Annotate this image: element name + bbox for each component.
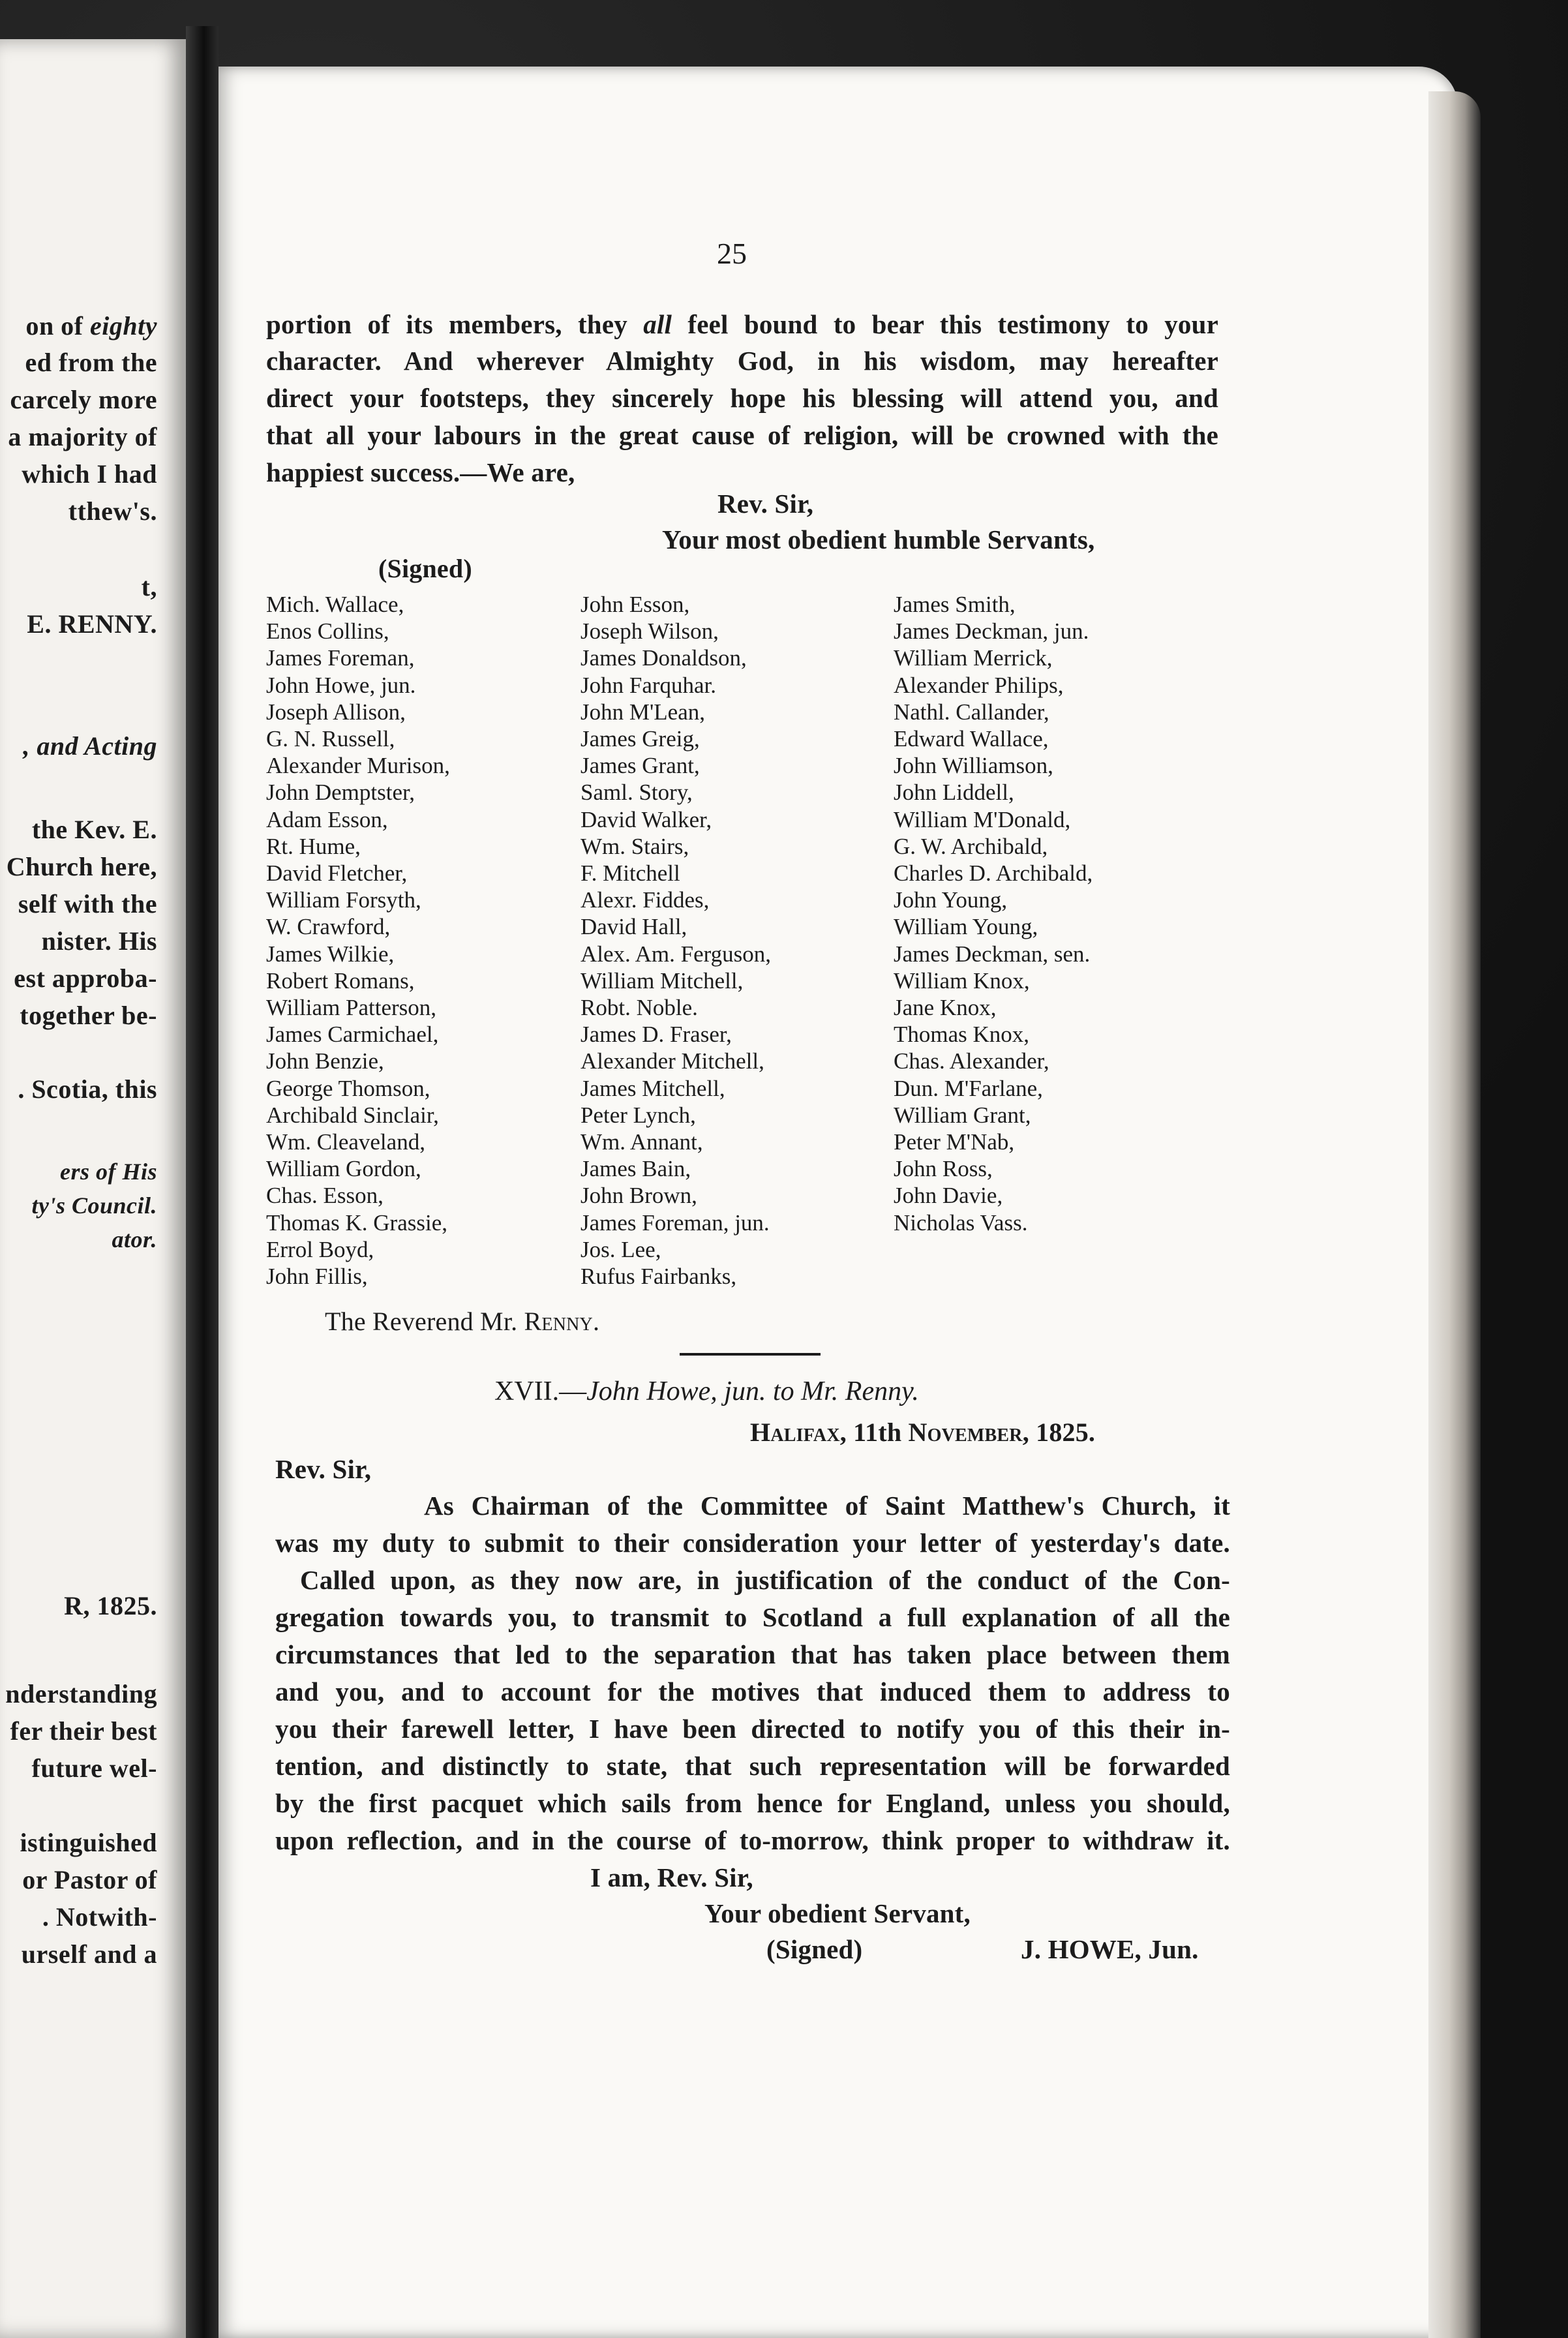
left-fragment: . Scotia, this [18, 1074, 157, 1104]
left-fragment: ed from the [25, 348, 157, 377]
body-line: circumstances that led to the separation that has taken place between them [275, 1639, 1230, 1669]
signatory-name: John Benzie, [266, 1048, 384, 1074]
signatory-column-3 [894, 591, 1093, 1236]
signatory-name: John Esson, [580, 592, 690, 617]
signatory-name: Thomas Knox, [894, 1022, 1030, 1048]
signatory-name: James Deckman, sen. [894, 941, 1091, 967]
signatory-name: William M'Donald, [894, 806, 1071, 832]
signatory-name: David Walker, [580, 806, 712, 832]
left-fragment: nister. His [41, 926, 157, 956]
signatory-name: William Knox, [894, 967, 1030, 994]
signatory-name: Robt. Noble. [580, 995, 698, 1021]
left-fragment: ator. [112, 1226, 157, 1252]
page-number: 25 [717, 237, 747, 270]
signatory-name: James Donaldson, [580, 645, 747, 671]
signatory-name: Adam Esson, [266, 806, 388, 832]
letter-line: direct your footsteps, they sincerely hope his blessing will attend you, and [266, 383, 1218, 413]
left-fragment: R, 1825. [64, 1591, 157, 1620]
signatory-name: William Merrick, [894, 645, 1053, 671]
signatory-name: Nathl. Callander, [894, 699, 1049, 725]
left-fragment: a majority of [8, 422, 157, 451]
left-fragment: . Notwith- [42, 1902, 157, 1932]
signatory-name: F. Mitchell [580, 860, 680, 887]
left-fragment: tthew's. [68, 496, 157, 526]
signatory-name: James Wilkie, [266, 941, 395, 967]
left-fragment: , and Acting [23, 731, 157, 761]
signatory-name: Alexr. Fiddes, [580, 887, 710, 913]
signatory-name: John Demptster, [266, 780, 415, 806]
signatory-name: Wm. Stairs, [580, 833, 689, 859]
signatory-name: David Fletcher, [266, 860, 408, 887]
signatory-name: William Grant, [894, 1102, 1031, 1128]
signatory-name: Dun. M'Farlane, [894, 1075, 1043, 1101]
body-line: tention, and distinctly to state, that such representation will be forwarded [275, 1751, 1230, 1781]
signatory-name: Mich. Wallace, [266, 592, 404, 617]
signatory-name: Rufus Fairbanks, [580, 1264, 737, 1290]
signatory-name: John Howe, jun. [266, 672, 416, 698]
signatory-name: Alexander Murison, [266, 753, 450, 779]
left-fragment: carcely more [10, 385, 157, 414]
letter-line: character. And wherever Almighty God, in his wisdom, may hereafter [266, 346, 1218, 376]
left-fragment: nderstanding [5, 1679, 157, 1708]
signatory-name: William Forsyth, [266, 887, 421, 913]
letter-line: happiest success.—We are, [266, 457, 575, 487]
signatory-name: James Foreman, jun. [580, 1209, 770, 1236]
signatory-name: Alexander Philips, [894, 672, 1064, 698]
left-fragment: or Pastor of [22, 1865, 157, 1894]
signatory-name: Peter Lynch, [580, 1102, 696, 1128]
signatory-name: Wm. Annant, [580, 1129, 703, 1155]
signatory-name: Chas. Alexander, [894, 1048, 1049, 1074]
closing-i-am: I am, Rev. Sir, [590, 1862, 753, 1892]
signatory-name: Alex. Am. Ferguson, [580, 941, 771, 967]
signatory-name: William Patterson, [266, 995, 437, 1021]
signatory-name: Errol Boyd, [266, 1236, 374, 1262]
salutation-xvii: Rev. Sir, [275, 1454, 372, 1484]
left-fragment: urself and a [21, 1939, 157, 1969]
salutation-rev-sir: Rev. Sir, [717, 489, 814, 519]
body-line: gregation towards you, to transmit to Scotland a full explanation of all the [275, 1602, 1230, 1632]
signatory-name: John Ross, [894, 1156, 993, 1182]
closing-obedient: Your obedient Servant, [704, 1898, 971, 1928]
signatory-name: Rt. Hume, [266, 833, 361, 859]
body-line: you their farewell letter, I have been directed to notify you of this their in- [275, 1714, 1230, 1744]
left-fragment: t, [141, 572, 157, 601]
signatory-name: Jane Knox, [894, 995, 997, 1021]
signatory-name: Wm. Cleaveland, [266, 1129, 425, 1155]
signatory-name: Thomas K. Grassie, [266, 1209, 448, 1236]
signatory-name: James Greig, [580, 726, 700, 752]
signed-label: (Signed) [378, 554, 472, 583]
signature-howe: J. HOWE, Jun. [1021, 1934, 1199, 1964]
signatory-name: James Foreman, [266, 645, 415, 671]
letter-line: portion of its members, they all feel bound to bear this testimony to your [266, 309, 1218, 339]
signatory-name: John Young, [894, 887, 1008, 913]
signatory-name: James Grant, [580, 753, 700, 779]
closing-servants: Your most obedient humble Servants, [662, 524, 1095, 554]
left-fragment: on of eighty [25, 311, 157, 341]
signatory-name: G. W. Archibald, [894, 833, 1048, 859]
letter-heading: XVII.—John Howe, jun. to Mr. Renny. [494, 1376, 919, 1406]
signatory-column-1 [266, 591, 450, 1290]
left-fragment: E. RENNY. [27, 609, 157, 639]
signatory-name: Chas. Esson, [266, 1183, 384, 1209]
left-fragment: together be- [20, 1001, 157, 1030]
body-line: As Chairman of the Committee of Saint Matthew's Church, it [424, 1491, 1230, 1521]
signatory-name: John M'Lean, [580, 699, 705, 725]
signatory-name: John Brown, [580, 1183, 697, 1209]
signatory-name: John Davie, [894, 1183, 1003, 1209]
signatory-name: William Young, [894, 914, 1038, 940]
signatory-name: James Smith, [894, 592, 1016, 617]
signatory-name: Enos Collins, [266, 618, 389, 645]
signatory-name: Nicholas Vass. [894, 1209, 1028, 1236]
signatory-name: William Mitchell, [580, 967, 744, 994]
book-gutter [186, 26, 219, 2338]
signatory-name: Alexander Mitchell, [580, 1048, 764, 1074]
left-fragment: ty's Council. [31, 1192, 157, 1219]
left-fragment: ers of His [60, 1159, 157, 1185]
left-fragment: fer their best [10, 1716, 157, 1746]
signatory-name: Joseph Wilson, [580, 618, 719, 645]
signatory-name: James Mitchell, [580, 1075, 725, 1101]
addressee: The Reverend Mr. Renny. [325, 1307, 600, 1336]
signatory-name: G. N. Russell, [266, 726, 395, 752]
signatory-name: James Bain, [580, 1156, 691, 1182]
signatory-name: Peter M'Nab, [894, 1129, 1015, 1155]
signatory-name: James Carmichael, [266, 1022, 439, 1048]
body-line: was my duty to submit to their consideration your letter of yesterday's date. [275, 1528, 1230, 1558]
signatory-column-2 [580, 591, 771, 1290]
signatory-name: James Deckman, jun. [894, 618, 1089, 645]
signatory-name: George Thomson, [266, 1075, 430, 1101]
signatory-name: John Fillis, [266, 1264, 368, 1290]
left-fragment: Church here, [6, 852, 157, 881]
letter-line: that all your labours in the great cause of religion, will be crowned with the [266, 420, 1218, 450]
left-fragment: the Kev. E. [31, 815, 157, 844]
page-edge [1428, 91, 1481, 2338]
left-fragment: future wel- [31, 1754, 157, 1783]
body-line: Called upon, as they now are, in justification of the conduct of the Con- [300, 1565, 1230, 1595]
signatory-name: William Gordon, [266, 1156, 421, 1182]
section-rule [680, 1353, 821, 1356]
signatory-name: John Farquhar. [580, 672, 717, 698]
place-date: Halifax, 11th November, 1825. [750, 1418, 1096, 1447]
signatory-name: Robert Romans, [266, 967, 415, 994]
body-line: by the first pacquet which sails from hence for England, unless you should, [275, 1788, 1230, 1818]
signatory-name: James D. Fraser, [580, 1022, 732, 1048]
left-fragment: est approba- [14, 964, 157, 993]
signatory-name: Jos. Lee, [580, 1236, 661, 1262]
left-fragment: which I had [22, 459, 157, 489]
signatory-name: David Hall, [580, 914, 687, 940]
signatory-name: W. Crawford, [266, 914, 391, 940]
left-fragment: istinguished [20, 1828, 157, 1857]
signatory-name: Saml. Story, [580, 780, 693, 806]
body-line: upon reflection, and in the course of to-morrow, think proper to withdraw it. [275, 1825, 1230, 1855]
signed-label-xvii: (Signed) [766, 1934, 863, 1964]
signatory-name: Joseph Allison, [266, 699, 406, 725]
signatory-name: Archibald Sinclair, [266, 1102, 439, 1128]
signatory-name: Charles D. Archibald, [894, 860, 1093, 887]
signatory-name: Edward Wallace, [894, 726, 1049, 752]
signatory-name: John Liddell, [894, 780, 1014, 806]
signatory-name: John Williamson, [894, 753, 1053, 779]
body-line: and you, and to account for the motives that induced them to address to [275, 1677, 1230, 1707]
left-fragment: self with the [18, 889, 157, 918]
left-facing-page [0, 39, 186, 2338]
